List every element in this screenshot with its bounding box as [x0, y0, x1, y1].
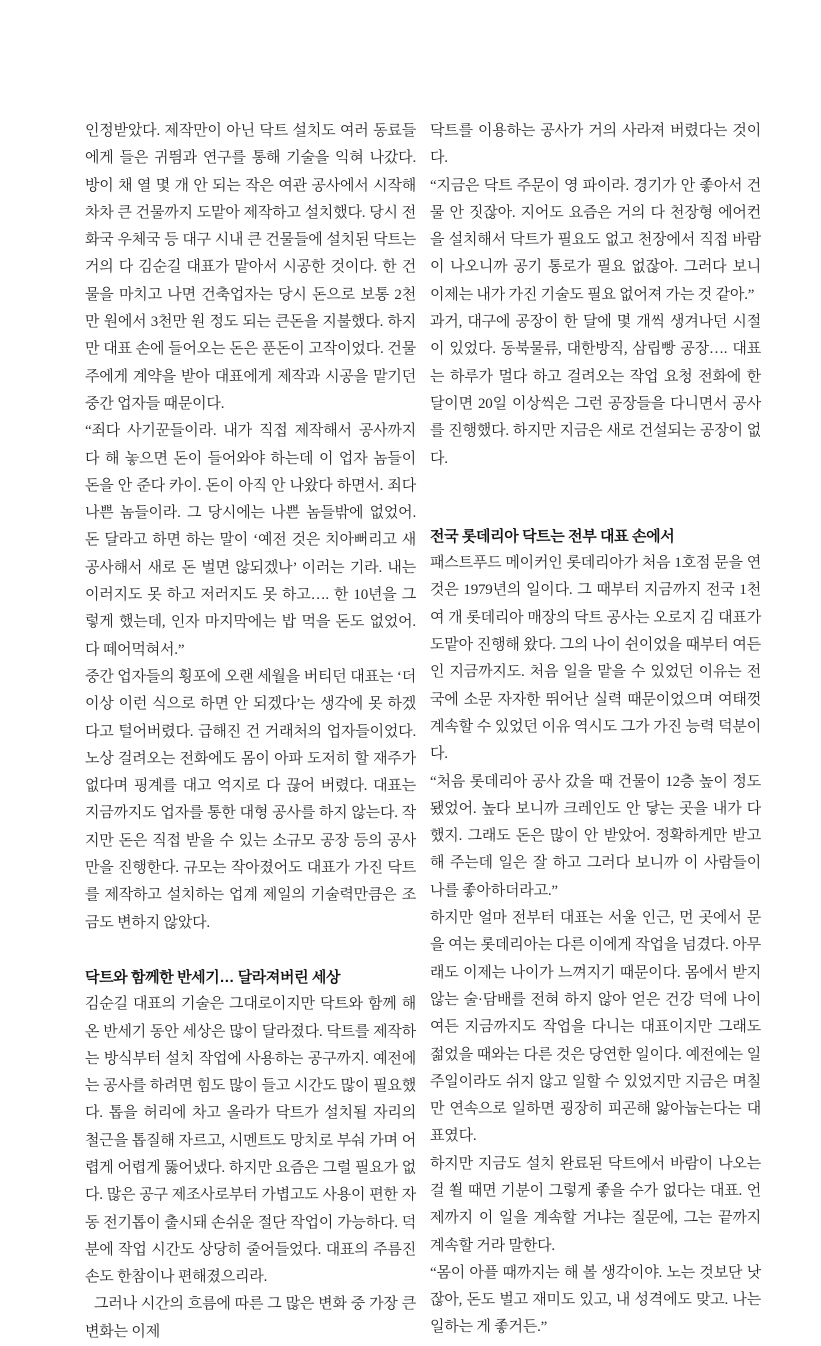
paragraph-quote: “지금은 닥트 주문이 영 파이라. 경기가 안 좋아서 건물 안 짓잖아. 지어도 요즘은 거의 다 천장형 에어컨을 설치해서 닥트가 필요도 없고 천장에서 직접 바람이 나오니까 공기 통로가 필요 없잖아. 그러다 보니 이제는 내가 가진 기술도 필요 없어져 가는 것 같아.”: [430, 177, 761, 303]
paragraph: 과거, 대구에 공장이 한 달에 몇 개씩 생겨나던 시절이 있었다. 동북물류, 대한방직, 삼립빵 공장…. 대표는 하루가 멀다 하고 걸려오는 작업 요청 전화에 한 달이면 20일 이상씩은 그런 공장들을 다니면서 공사를 진행했다. 하지만 지금은 새로 건설되는 공장이 없다.: [430, 314, 761, 467]
paragraph: 김순길 대표의 기술은 그대로이지만 닥트와 함께 해 온 반세기 동안 세상은 많이 달라졌다. 닥트를 제작하는 방식부터 설치 작업에 사용하는 공구까지. 예전에는 공사를 하려면 힘도 많이 들고 시간도 많이 필요했다. 톱을 허리에 차고 올라가 닥트가 설치될 자리의 철근을 톱질해 자르고, 시멘트도 망치로 부숴 가며 어렵게 어렵게 뚫어냈다. 하지만 요즘은 그럴 필요가 없다. 많은 공구 제조사로부터 가볍고도 사용이 편한 자동 전기톱이 출시돼 손쉬운 절단 작업이 가능하다. 덕분에 작업 시간도 상당히 줄어들었다. 대표의 주름진 손도 한참이나 편해졌으리라.: [85, 996, 416, 1286]
paragraph: 하지만 얼마 전부터 대표는 서울 인근, 먼 곳에서 문을 여는 롯데리아는 다른 이에게 작업을 넘겼다. 아무래도 이제는 나이가 느껴지기 때문이다. 몸에서 받지 않는 술·담배를 전혀 하지 않아 얻은 건강 덕에 나이 여든 지금까지도 작업을 다니는 대표이지만 그래도 젊었을 때와는 다른 것은 당연한 일이다. 예전에는 일주일이라도 쉬지 않고 일할 수 있었지만 지금은 며칠만 연속으로 일하면 굉장히 피곤해 앓아눕는다는 대표였다.: [430, 910, 761, 1145]
section-heading: 전국 롯데리아 닥트는 전부 대표 손에서: [430, 527, 675, 545]
paragraph: 패스트푸드 메이커인 롯데리아가 처음 1호점 문을 연 것은 1979년의 일이다. 그 때부터 지금까지 전국 1천여 개 롯데리아 매장의 닥트 공사는 오로지 김 대표가 도맡아 진행해 왔다. 그의 나이 쉰이었을 때부터 여든인 지금까지도. 처음 일을 맡을 수 있었던 이유는 전국에 소문 자자한 뛰어난 실력 때문이었으며 여태껏 계속할 수 있었던 이유 역시도 그가 가진 능력 덕분이다.: [430, 555, 761, 763]
spacer: [85, 937, 416, 964]
paragraph: 그러나 시간의 흐름에 따른 그 많은 변화 중 가장 큰 변화는 이제: [85, 1296, 416, 1340]
section-heading: 닥트와 함께한 반세기… 달라져버린 세상: [85, 968, 341, 986]
left-column: [85, 118, 416, 1346]
paragraph: 중간 업자들의 횡포에 오랜 세월을 버티던 대표는 ‘더 이상 이런 식으로 하면 안 되겠다’는 생각에 못 하겠다고 털어버렸다. 급해진 건 거래처의 업자들이었다. 노상 걸려오는 전화에도 몸이 아파 도저히 할 재주가 없다며 핑계를 대고 억지로 다 끊어 버렸다. 대표는 지금까지도 업자를 통한 대형 공사를 하지 않는다. 작지만 돈은 직접 받을 수 있는 소규모 공장 등의 공사만을 진행한다. 규모는 작아졌어도 대표가 가진 닥트를 제작하고 설치하는 업계 제일의 기술력만큼은 조금도 변하지 않았다.: [85, 668, 416, 931]
paragraph: 하지만 지금도 설치 완료된 닥트에서 바람이 나오는 걸 쐴 때면 기분이 그렇게 좋을 수가 없다는 대표. 언제까지 이 일을 계속할 거냐는 질문에, 그는 끝까지 계속할 거라 말한다.: [430, 1155, 761, 1254]
paragraph: 닥트를 이용하는 공사가 거의 사라져 버렸다는 것이다.: [430, 123, 761, 167]
two-column-layout: [85, 118, 760, 1346]
paragraph-quote: “죄다 사기꾼들이라. 내가 직접 제작해서 공사까지 다 해 놓으면 돈이 들어와야 하는데 이 업자 놈들이 돈을 안 준다 카이. 돈이 아직 안 나왔다 하면서. 죄다 나쁜 놈들이라. 그 당시에는 나쁜 놈들밖에 없었어. 돈 달라고 하면 하는 말이 ‘예전 것은 치아뻐리고 새 공사해서 새로 돈 벌면 않되겠나’ 이러는 기라. 내는 이러지도 못 하고 저러지도 못 하고…. 한 10년을 그렇게 했는데, 인자 마지막에는 밥 먹을 돈도 없었어. 다 떼어먹혀서.”: [85, 423, 416, 658]
paragraph: 인정받았다. 제작만이 아닌 닥트 설치도 여러 동료들에게 들은 귀띔과 연구를 통해 기술을 익혀 나갔다. 방이 채 열 몇 개 안 되는 작은 여관 공사에서 시작해 차차 큰 건물까지 도맡아 제작하고 설치했다. 당시 전화국 우체국 등 대구 시내 큰 건물들에 설치된 닥트는 거의 다 김순길 대표가 맡아서 시공한 것이다. 한 건물을 마치고 나면 건축업자는 당시 돈으로 보통 2천만 원에서 3천만 원 정도 되는 큰돈을 지불했다. 하지만 대표 손에 들어오는 돈은 푼돈이 고작이었다. 건물주에게 계약을 받아 대표에게 제작과 시공을 맡기던 중간 업자들 때문이다.: [85, 123, 416, 412]
paragraph-quote: “몸이 아플 때까지는 해 볼 생각이야. 노는 것보단 낫잖아, 돈도 벌고 재미도 있고, 내 성격에도 맞고. 나는 일하는 게 좋거든.”: [430, 1264, 761, 1336]
spacer: [430, 473, 761, 523]
paragraph-quote: “처음 롯데리아 공사 갔을 때 건물이 12층 높이 정도 됐었어. 높다 보니까 크레인도 안 닿는 곳을 내가 다 했지. 그래도 돈은 많이 안 받았어. 정확하게만 받고 해 주는데 일은 잘 하고 그러다 보니까 이 사람들이 나를 좋아하더라고.”: [430, 773, 761, 899]
right-column: [430, 118, 761, 1346]
